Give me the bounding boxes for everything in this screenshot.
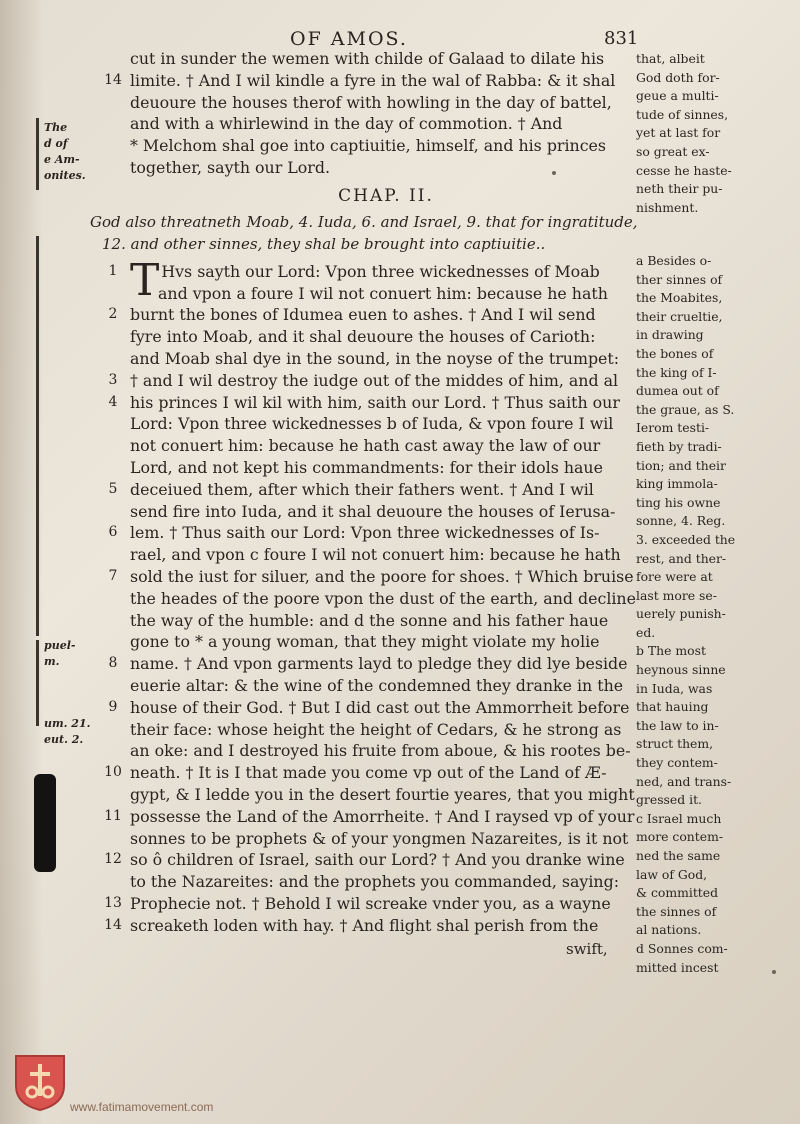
- chapter-summary-line: God also threatneth Moab, 4. Iuda, 6. and Israel, 9. that for ingratitude,: [90, 212, 638, 231]
- drop-cap: T: [130, 254, 160, 306]
- text-line: Lord: Vpon three wickednesses b of Iuda, & vpon foure I wil: [130, 414, 614, 434]
- side-note-line: more contem-: [636, 829, 724, 845]
- text-line: * Melchom shal goe into captiuitie, himself, and his princes: [130, 136, 607, 156]
- website-watermark: www.fatimamovement.com: [70, 1100, 214, 1114]
- speck: [772, 970, 776, 974]
- page-number: 831: [604, 28, 639, 49]
- text-line: deuoure the houses therof with howling in the day of battel,: [130, 92, 612, 112]
- side-note-line: their crueltie,: [636, 308, 723, 324]
- side-note-line: nishment.: [636, 199, 699, 215]
- left-margin-note-2: [44, 638, 94, 670]
- text-line: send fire into Iuda, and it shal deuoure the houses of Ierusa-: [130, 501, 616, 521]
- text-line: Lord, and not kept his commandments: for their idols haue: [130, 457, 603, 477]
- side-note-line: rest, and ther-: [636, 550, 727, 566]
- left-note-line: e Am-: [44, 153, 80, 166]
- text-line: 2 burnt the bones of Idumea euen to ashes. † And I wil send: [108, 305, 596, 325]
- side-note-line: ther sinnes of: [636, 271, 723, 287]
- text-line: 14 limite. † And I wil kindle a fyre in the wal of Rabba: & it shal: [104, 70, 616, 90]
- side-note-line: ting his owne: [636, 494, 721, 510]
- text-line: 13 Prophecie not. † Behold I wil screake vnder you, as a wayne: [104, 893, 611, 913]
- side-note-line: the law to in-: [636, 717, 719, 733]
- text-line: the heades of the poore vpon the dust of the earth, and decline: [130, 588, 636, 608]
- text-line: an oke: and I destroyed his fruite from aboue, & his rootes be-: [130, 741, 631, 761]
- side-note-line: Ierom testi-: [636, 420, 710, 436]
- text-line: 8 name. † And vpon garments layd to pledge they did lye beside: [108, 654, 628, 674]
- text-line: sonnes to be prophets & of your yongmen Nazareites, is it not: [130, 828, 629, 848]
- text-line: and vpon a foure I wil not conuert him: because he hath: [158, 283, 608, 303]
- side-note-line: ned the same: [636, 848, 721, 863]
- side-note-line: the bones of: [636, 345, 714, 361]
- speck: [552, 171, 556, 175]
- left-note-line: The: [44, 121, 68, 134]
- side-note-line: al nations.: [636, 922, 702, 938]
- left-note-line: onites.: [44, 169, 86, 182]
- left-note-line: puel-: [44, 639, 76, 652]
- text-line: 11 possesse the Land of the Amorrheite. † And I raysed vp of your: [104, 806, 635, 826]
- right-margin-notes-main: [636, 252, 748, 977]
- side-note-line: c Israel much: [636, 810, 722, 826]
- text-line: their face: whose height the height of Cedars, & he strong as: [130, 719, 622, 739]
- side-note-line: fore were at: [636, 569, 713, 585]
- left-note-line: um. 21.: [44, 717, 91, 730]
- side-note-line: geue a multi-: [636, 88, 719, 104]
- text-line: 7 sold the iust for siluer, and the poore for shoes. † Which bruise: [108, 566, 634, 586]
- side-note-line: b The most: [636, 643, 706, 659]
- left-margin-note-3: [44, 716, 94, 748]
- side-note-line: neth their pu-: [636, 181, 723, 197]
- side-note-line: 3. exceeded the: [636, 531, 736, 547]
- text-line: to the Nazareites: and the prophets you commanded, saying:: [130, 872, 620, 892]
- side-note-line: the sinnes of: [636, 903, 717, 919]
- side-note-line: fieth by tradi-: [636, 438, 722, 454]
- side-note-line: the king of I-: [636, 364, 717, 380]
- side-note-line: sonne, 4. Reg.: [636, 513, 726, 529]
- side-note-line: dumea out of: [636, 383, 719, 399]
- side-note-line: a Besides o-: [636, 253, 712, 268]
- side-note-line: they contem-: [636, 755, 718, 771]
- text-line: 5 deceiued them, after which their fathers went. † And I wil: [108, 479, 594, 499]
- chapter-summary-line: 12. and other sinnes, they shal be brought into captiuitie..: [102, 234, 546, 253]
- text-line: gone to * a young woman, that they might violate my holie: [130, 632, 600, 652]
- side-note-line: law of God,: [636, 866, 708, 882]
- side-note-line: cesse he haste-: [636, 162, 732, 178]
- side-note-line: in drawing: [636, 327, 704, 343]
- side-note-line: & committed: [636, 885, 719, 901]
- side-note-line: ned, and trans-: [636, 773, 732, 789]
- side-note-line: gressed it.: [636, 792, 702, 808]
- text-line: together, sayth our Lord.: [130, 157, 330, 177]
- text-line: 1 T Hvs sayth our Lord: Vpon three wickednesses of Moab: [108, 254, 600, 306]
- side-note-line: the Moabites,: [636, 290, 723, 306]
- side-note-line: king immola-: [636, 476, 718, 492]
- text-line: 9 house of their God. † But I did cast out the Ammorrheit before: [108, 697, 630, 717]
- left-note-line: m.: [44, 655, 60, 668]
- page-tab-marker: [34, 774, 56, 872]
- side-note-line: last more se-: [636, 587, 717, 603]
- text-line: cut in sunder the wemen with childe of Galaad to dilate his: [130, 49, 605, 68]
- side-note-line: heynous sinne: [636, 662, 726, 678]
- margin-rule: [36, 236, 39, 636]
- text-line: 10 neath. † It is I that made you come vp out of the Land of Æ-: [104, 763, 607, 783]
- side-note-line: d Sonnes com-: [636, 940, 728, 956]
- side-note-line: God doth for-: [636, 69, 720, 85]
- main-text-column: [90, 48, 638, 936]
- side-note-line: in Iuda, was: [636, 680, 713, 696]
- text-line: the way of the humble: and d the sonne and his father haue: [130, 610, 609, 630]
- side-note-line: yet at last for: [636, 125, 721, 141]
- left-note-line: d of: [44, 137, 68, 150]
- text-line: 3 † and I wil destroy the iudge out of the middes of him, and al: [108, 370, 619, 390]
- side-note-line: the graue, as S.: [636, 401, 735, 417]
- text-line: and Moab shal dye in the sound, in the noyse of the trumpet:: [130, 348, 620, 368]
- text-line: gypt, & I ledde you in the desert fourtie yeares, that you might: [130, 784, 635, 804]
- left-note-line: eut. 2.: [44, 733, 84, 746]
- side-note-line: struct them,: [636, 736, 714, 752]
- text-line: fyre into Moab, and it shal deuoure the houses of Carioth:: [130, 327, 596, 347]
- text-line: and with a whirlewind in the day of commotion. † And: [130, 114, 563, 134]
- margin-rule: [36, 640, 39, 726]
- side-note-line: that, albeit: [636, 51, 705, 66]
- side-note-line: ed.: [636, 624, 656, 640]
- text-line: rael, and vpon c foure I wil not conuert him: because he hath: [130, 545, 621, 565]
- text-line: not conuert him: because he hath cast away the law of our: [130, 436, 601, 456]
- side-note-line: uerely punish-: [636, 606, 726, 622]
- side-note-line: so great ex-: [636, 143, 710, 159]
- text-line: 12 so ô children of Israel, saith our Lord? † And you dranke wine: [104, 850, 625, 870]
- side-note-line: tude of sinnes,: [636, 106, 729, 122]
- right-margin-notes-top: [636, 50, 748, 217]
- side-note-line: mitted incest: [636, 959, 719, 975]
- crest-logo-icon: [12, 1052, 68, 1112]
- catchword: swift,: [566, 940, 608, 958]
- text-line: 4 his princes I wil kil with him, saith our Lord. † Thus saith our: [108, 392, 620, 412]
- side-note-line: tion; and their: [636, 457, 726, 473]
- text-line: 14 screaketh loden with hay. † And flight shal perish from the: [104, 915, 599, 935]
- side-note-line: that hauing: [636, 699, 709, 715]
- text-line: euerie altar: & the wine of the condemned they dranke in the: [130, 675, 624, 695]
- running-title: OF AMOS.: [290, 28, 408, 50]
- chapter-heading: CHAP. II.: [338, 185, 434, 206]
- margin-rule: [36, 118, 39, 190]
- text-line: 6 lem. † Thus saith our Lord: Vpon three wickednesses of Is-: [108, 523, 600, 543]
- left-margin-note-1: [44, 120, 94, 184]
